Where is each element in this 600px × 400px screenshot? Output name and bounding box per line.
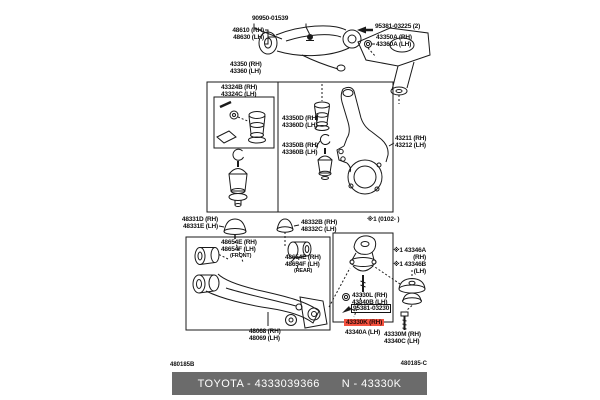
label-upper-control-arm[interactable]: 48610 (RH) 48630 (LH) <box>232 27 264 41</box>
footer-catalog-number: TOYOTA - 4333039366 <box>197 377 320 390</box>
label-retainer-rear[interactable]: 48332B (RH) 48332C (LH) <box>301 219 338 233</box>
camber-adjust-cam-drawing <box>399 270 425 330</box>
label-nut-lower[interactable]: 43330L (RH) 43340B (LH) <box>352 292 388 306</box>
label-ball-joint-kit[interactable]: 43324B (RH) 43324C (LH) <box>221 84 258 98</box>
label-dust-boot[interactable]: 43350D (RH) 43360D (LH) <box>282 115 319 129</box>
label-stud-lower[interactable]: 43330M (RH) 43340C (LH) <box>384 331 421 345</box>
label-snap-ring[interactable]: 43350B (RH) 43360B (LH) <box>282 142 319 156</box>
label-bushing-rear[interactable]: 48654E (RH) 48654F (LH) (REAR) <box>285 254 321 274</box>
lower-control-arm-box <box>186 237 330 330</box>
upper-ball-joint-kit-box <box>207 82 278 212</box>
bolt-arrow-icon <box>342 306 351 313</box>
label-camber-cam[interactable]: ※1 43346A (RH) ※1 43346B (LH) <box>393 247 426 275</box>
label-arm-assembly[interactable]: 43350 (RH) 43360 (LH) <box>230 61 262 75</box>
selected-part-highlight: 43330K (RH) <box>346 319 383 326</box>
label-lower-control-arm[interactable]: 48068 (RH) 48069 (LH) <box>249 328 281 342</box>
snap-ring-icon <box>320 134 330 144</box>
label-production-note: ※1 (0102- ) <box>367 216 400 223</box>
label-steering-knuckle[interactable]: 43211 (RH) 43212 (LH) <box>395 135 427 149</box>
label-knuckle-arm-lh[interactable]: 43340A (LH) <box>345 329 381 336</box>
nut-icon <box>365 41 372 48</box>
figure-code-left: 480185B <box>170 362 195 368</box>
label-bolt-95381-lower[interactable]: 95381-03230 <box>353 305 390 312</box>
snap-ring-icon <box>233 149 244 160</box>
footer-part-number: N - 43330K <box>341 377 402 390</box>
footer-bar <box>172 372 427 395</box>
label-bolt-95381-top[interactable]: 95381-03225 (2) <box>375 23 421 30</box>
label-knuckle-arm-selected[interactable] <box>344 319 384 326</box>
nut-icon <box>343 294 350 301</box>
label-bolt-90950[interactable]: 90950-01539 <box>252 15 289 22</box>
label-bushing-front[interactable]: 48654E (RH) 48654F (LH) (FRONT) <box>221 239 257 259</box>
leader-90950-right <box>306 24 310 35</box>
label-retainer-front[interactable]: 48331D (RH) 48331E (LH) <box>181 216 218 230</box>
bolt-arrow-icon <box>357 27 373 34</box>
figure-code-right: 480185-C <box>400 361 427 367</box>
label-nut-top[interactable]: 43350A (RH) 43360A (LH) <box>376 34 412 48</box>
